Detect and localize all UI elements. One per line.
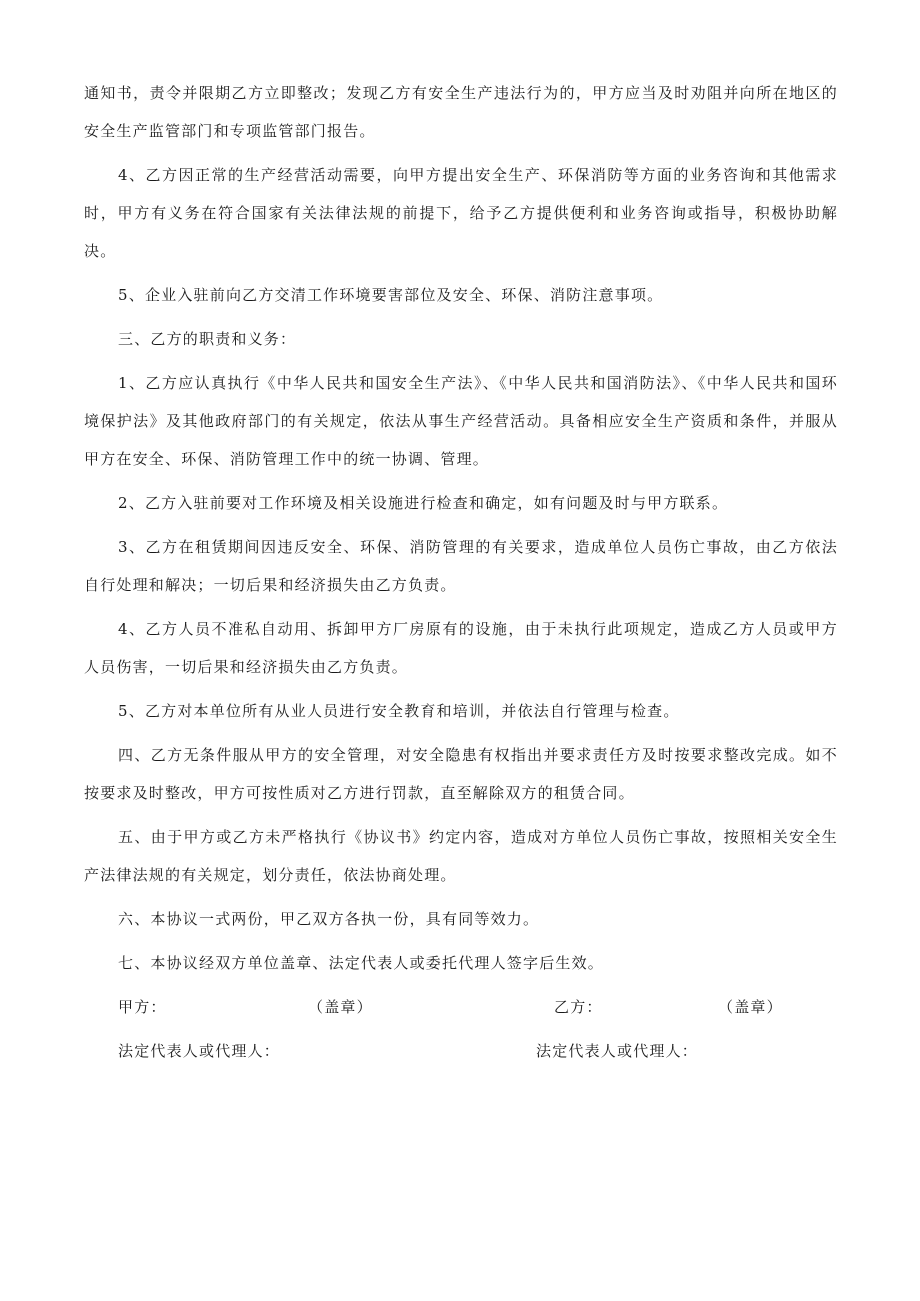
party-b-label: 乙方： — [554, 998, 603, 1016]
paragraph: 五、由于甲方或乙方未严格执行《协议书》约定内容，造成对方单位人员伤亡事故，按照相关安全生产法律法规的有关规定，划分责任，依法协商处理。 — [84, 828, 838, 884]
paragraph: 1、乙方应认真执行《中华人民共和国安全生产法》、《中华人民共和国消防法》、《中华人民共和国环境保护法》及其他政府部门的有关规定，依法从事生产经营活动。具备相应安全生产资质和条件，并服从甲方在安全、环保、消防管理工作中的统一协调、管理。 — [84, 374, 838, 468]
paragraph: 4、乙方人员不准私自动用、拆卸甲方厂房原有的设施，由于未执行此项规定，造成乙方人员或甲方人员伤害，一切后果和经济损失由乙方负责。 — [84, 620, 838, 676]
paragraph: 4、乙方因正常的生产经营活动需要，向甲方提出安全生产、环保消防等方面的业务咨询和其他需求时，甲方有义务在符合国家有关法律法规的前提下，给予乙方提供便利和业务咨询或指导，积极协助解决。 — [84, 166, 838, 260]
paragraph: 四、乙方无条件服从甲方的安全管理，对安全隐患有权指出并要求责任方及时按要求整改完成。如不按要求及时整改，甲方可按性质对乙方进行罚款，直至解除双方的租赁合同。 — [84, 746, 838, 802]
paragraph: 2、乙方入驻前要对工作环境及相关设施进行检查和确定，如有问题及时与甲方联系。 — [118, 494, 729, 512]
signature-representative-row — [84, 1032, 838, 1070]
party-a-label: 甲方： — [118, 998, 167, 1016]
document-body — [84, 74, 838, 982]
document-page — [84, 74, 838, 1070]
paragraph: 三、乙方的职责和义务： — [118, 330, 297, 348]
paragraph: 通知书，责令并限期乙方立即整改；发现乙方有安全生产违法行为的，甲方应当及时劝阻并向所在地区的安全生产监管部门和专项监管部门报告。 — [84, 84, 838, 140]
party-a-representative: 法定代表人或代理人： — [118, 1042, 281, 1060]
party-b-representative: 法定代表人或代理人： — [536, 1042, 699, 1060]
paragraph: 5、乙方对本单位所有从业人员进行安全教育和培训，并依法自行管理与检查。 — [118, 702, 680, 720]
paragraph: 六、本协议一式两份，甲乙双方各执一份，具有同等效力。 — [118, 910, 540, 928]
paragraph: 3、乙方在租赁期间因违反安全、环保、消防管理的有关要求，造成单位人员伤亡事故，由乙方依法自行处理和解决；一切后果和经济损失由乙方负责。 — [84, 538, 838, 594]
party-a-seal: （盖章） — [308, 998, 373, 1016]
paragraph: 5、企业入驻前向乙方交清工作环境要害部位及安全、环保、消防注意事项。 — [118, 286, 664, 304]
signature-seal-row — [84, 988, 838, 1026]
party-b-seal: （盖章） — [718, 998, 783, 1016]
paragraph: 七、本协议经双方单位盖章、法定代表人或委托代理人签字后生效。 — [118, 954, 605, 972]
